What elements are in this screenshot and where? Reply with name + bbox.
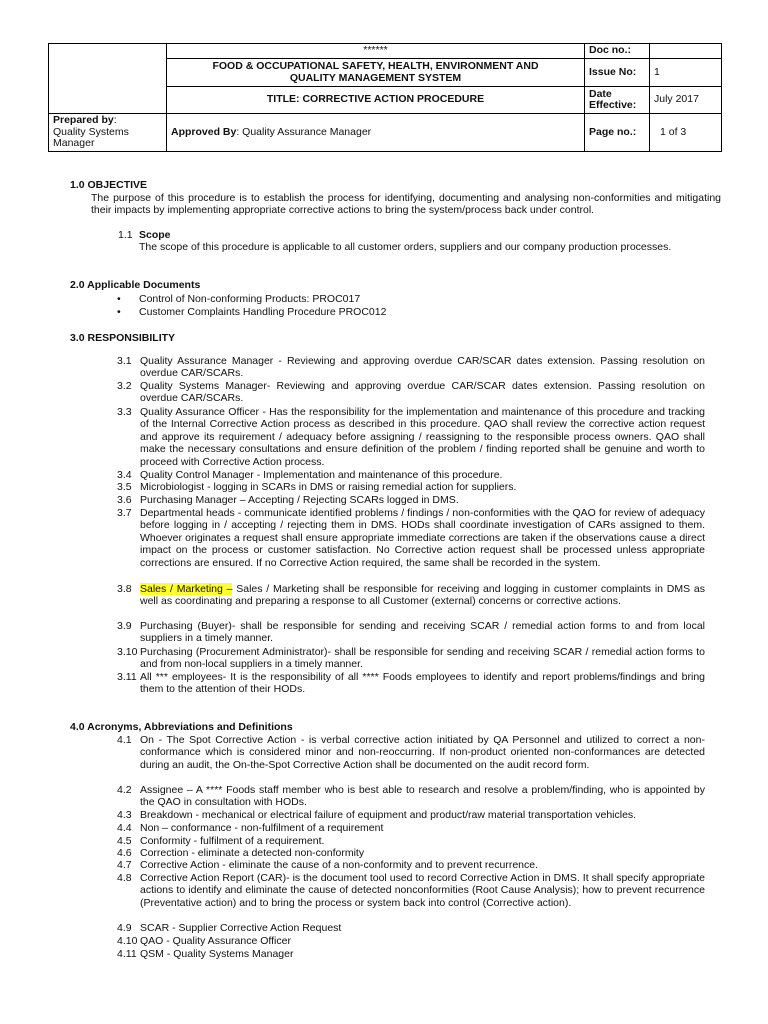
doc-no-label: Doc no.: (585, 44, 650, 59)
list-item-number: 3.9 (117, 620, 132, 632)
list-item: Quality Assurance Manager - Reviewing and approving overdue CAR/SCAR dates extension. Passing resolution on overdue CAR/SCARs. (140, 355, 705, 380)
prepared-by-value-2: Manager (53, 137, 95, 150)
responsibility-heading: 3.0 RESPONSIBILITY (70, 332, 176, 344)
approved-by-label: Approved By (171, 125, 237, 138)
approved-by-value: : Quality Assurance Manager (236, 125, 372, 138)
list-item-number: 3.1 (117, 355, 132, 367)
list-item-number: 4.9 (117, 922, 132, 934)
list-item: Correction - eliminate a detected non-conformity (140, 847, 365, 859)
list-item (140, 583, 705, 608)
list-item: Corrective Action - eliminate the cause of a non-conformity and to prevent recurrence. (140, 859, 539, 871)
list-item: SCAR - Supplier Corrective Action Request (140, 922, 342, 934)
list-item-number: 4.1 (117, 734, 132, 746)
list-item: Purchasing Manager – Accepting / Rejecting SCARs logged in DMS. (140, 494, 459, 506)
list-item: QSM - Quality Systems Manager (140, 948, 294, 960)
list-item: Breakdown - mechanical or electrical failure of equipment and product/raw material transportation vehicles. (140, 809, 637, 821)
scope-text: The scope of this procedure is applicable to all customer orders, suppliers and our company production processes. (139, 241, 672, 253)
list-item: Conformity - fulfilment of a requirement. (140, 835, 325, 847)
list-item: Departmental heads - communicate identified problems / findings / non-conformities with the QAO for review of adequacy before logging in / accepting / rejecting them in DMS. HODs shall coordinate investigation of CARs assigned to them. Whoever originates a request shall ensure appropriate immediate corrections are taken if the observations cause a direct impact on the process or customer satisfaction. No Corrective action request shall be processed unless appropriate corrections are ensured. If no Corrective Action required, the same shall be recorded in the system. (140, 507, 705, 569)
definitions-heading: 4.0 Acronyms, Abbreviations and Definitions (70, 721, 293, 733)
system-name (167, 59, 585, 87)
list-item-number: 3.5 (117, 481, 132, 493)
list-item: Non – conformance - non-fulfilment of a requirement (140, 822, 384, 834)
list-item-number: 4.11 (117, 948, 137, 960)
issue-no-value: 1 (650, 59, 722, 87)
system-name-line-1: FOOD & OCCUPATIONAL SAFETY, HEALTH, ENVIRONMENT AND (212, 60, 539, 72)
doc-no-value (650, 44, 722, 59)
list-item-number: 4.2 (117, 784, 132, 796)
bullet-icon: • (117, 293, 121, 305)
objective-text: The purpose of this procedure is to establish the process for identifying, documenting and analysing non-conformities and mitigating their impacts by implementing appropriate corrective actions to bring the system/process back under control. (91, 192, 721, 217)
highlighted-text: Sales / Marketing – (140, 583, 233, 595)
list-item: Corrective Action Report (CAR)- is the document tool used to record Corrective Action in DMS. It shall specify appropriate actions to identify and eliminate the cause of detected nonconformities (Root Cause Analysis); how to prevent recurrence (Preventative action) and to bring the process or system back into control (Corrective action). (140, 872, 705, 909)
applicable-documents-heading: 2.0 Applicable Documents (70, 279, 201, 291)
list-item: On - The Spot Corrective Action - is verbal corrective action initiated by QA Personnel and utilized to correct a non-conformance which is considered minor and non-reoccurring. If non-product oriented non-conformances are detected during an audit, the On-the-Spot Corrective Action shall be documented on the audit record form. (140, 734, 705, 771)
list-item-number: 3.3 (117, 406, 132, 418)
list-item-number: 4.7 (117, 859, 132, 871)
list-item: Quality Systems Manager- Reviewing and approving overdue CAR/SCAR dates extension. Passing resolution on overdue CAR/SCARs. (140, 380, 705, 405)
list-item-number: 3.11 (117, 671, 137, 683)
list-item-text: Sales / Marketing shall be responsible for receiving and logging in customer complaints in DMS as well as coordinating and preparing a response to all Customer (external) concerns or corrective actions. (140, 583, 705, 608)
objective-heading: 1.0 OBJECTIVE (70, 179, 148, 191)
prepared-by-label: Prepared by (53, 114, 114, 127)
list-item-number: 4.6 (117, 847, 132, 859)
list-item: Quality Assurance Officer - Has the responsibility for the implementation and maintenance of this procedure and tracking of the Internal Corrective Action process as described in this procedure. QAO shall review the corrective action request and approve its requirement / adequacy before assigning / reassigning to the responsible process owners. QAO shall make the necessary consultations and ensure definition of the problem / finding reported shall be genuine and worth to proceed with Corrective Action process. (140, 406, 705, 468)
applicable-document-item: Customer Complaints Handling Procedure PROC012 (139, 306, 387, 318)
list-item: All *** employees- It is the responsibility of all **** Foods employees to identify and report problems/findings and bring them to the attention of their HODs. (140, 671, 705, 696)
document-header-table (48, 43, 722, 152)
page-no-label: Page no.: (585, 114, 650, 152)
list-item: Quality Control Manager - Implementation and maintenance of this procedure. (140, 469, 503, 481)
list-item-number: 3.10 (117, 646, 138, 658)
list-item-number: 3.2 (117, 380, 132, 392)
list-item-number: 4.3 (117, 809, 132, 821)
list-item-number: 4.10 (117, 935, 138, 947)
scope-number: 1.1 (118, 229, 133, 241)
list-item: Purchasing (Buyer)- shall be responsible for sending and receiving SCAR / remedial action forms to and from local suppliers in a timely manner. (140, 620, 705, 645)
system-name-line-2: QUALITY MANAGEMENT SYSTEM (289, 71, 462, 84)
list-item-number: 3.6 (117, 494, 132, 506)
prepared-by-colon: : (113, 114, 117, 127)
list-item-number: 3.8 (117, 583, 132, 595)
document-title: TITLE: CORRECTIVE ACTION PROCEDURE (167, 87, 585, 114)
list-item-number: 3.7 (117, 507, 132, 519)
logo-cell (49, 44, 167, 114)
list-item: Microbiologist - logging in SCARs in DMS or raising remedial action for suppliers. (140, 481, 517, 493)
page-no-value: 1 of 3 (650, 114, 722, 152)
list-item-number: 4.8 (117, 872, 132, 884)
date-label-line-2: Effective: (589, 99, 637, 111)
date-label-line-1: Date (589, 87, 612, 100)
list-item: QAO - Quality Assurance Officer (140, 935, 291, 947)
date-effective-label (585, 87, 650, 114)
list-item: Purchasing (Procurement Administrator)- shall be responsible for sending and receiving SCAR / remedial action forms to and from non-local suppliers in a timely manner. (140, 646, 705, 671)
list-item: Assignee – A **** Foods staff member who is best able to research and resolve a problem/finding, who is appointed by the QAO in consultation with HODs. (140, 784, 705, 809)
issue-no-label: Issue No: (585, 59, 650, 87)
list-item-number: 4.4 (117, 822, 132, 834)
bullet-icon: • (117, 306, 121, 318)
prepared-by-value-1: Quality Systems (53, 125, 129, 138)
date-effective-value: July 2017 (650, 87, 722, 114)
prepared-by-cell (49, 114, 167, 152)
list-item-number: 4.5 (117, 835, 132, 847)
approved-by-cell (167, 114, 585, 152)
scope-heading: Scope (139, 229, 171, 241)
applicable-document-item: Control of Non-conforming Products: PROC017 (139, 293, 361, 305)
company-stars: ****** (167, 44, 585, 59)
list-item-number: 3.4 (117, 469, 132, 481)
